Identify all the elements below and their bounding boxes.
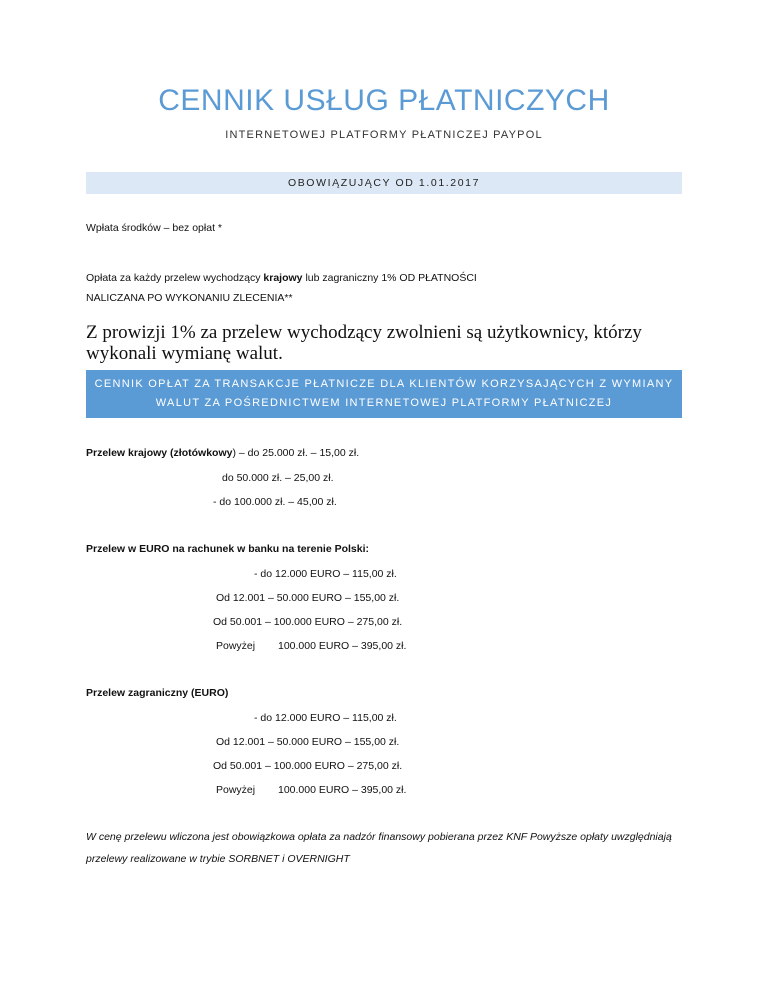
footer-note: W cenę przelewu wliczona jest obowiązkowa opłata za nadzór finansowy pobierana przez KNF Powyższe opłaty uwzględniają przelewy realizowane w trybie SORBNET i OVERNIGHT [86,831,672,865]
euro-foreign-above-label: Powyżej [216,784,256,796]
effective-date-bar: OBOWIĄZUJĄCY OD 1.01.2017 [86,172,682,194]
page-title: CENNIK USŁUG PŁATNICZYCH [158,84,610,117]
transfer-fee-line [86,272,477,284]
domestic-tier-2: - do 100.000 zł. – 45,00 zł. [213,496,337,508]
euro-foreign-tier-1: - do 12.000 EURO – 115,00 zł. [254,712,397,724]
page-subtitle: INTERNETOWEJ PLATFORMY PŁATNICZEJ PAYPOL [225,129,543,141]
transfer-fee-suffix: lub zagraniczny 1% OD PŁATNOŚCI [302,272,477,284]
domestic-heading-bold: Przelew krajowy (złotówkowy [86,447,233,459]
transfer-fee-bold: krajowy [263,272,303,284]
euro-poland-tier-3: Od 50.001 – 100.000 EURO – 275,00 zł. [213,616,403,628]
pricing-banner [86,370,682,418]
euro-poland-tier-1: - do 12.000 EURO – 115,00 zł. [254,568,397,580]
euro-foreign-tier-2: Od 12.001 – 50.000 EURO – 155,00 zł. [216,736,400,748]
euro-foreign-heading: Przelew zagraniczny (EURO) [86,687,229,699]
domestic-tier-1: do 50.000 zł. – 25,00 zł. [222,472,334,484]
banner-line-2: WALUT ZA POŚREDNICTWEM INTERNETOWEJ PLATFORMY PŁATNICZEJ [155,397,613,409]
euro-foreign-above-value: 100.000 EURO – 395,00 zł. [278,784,407,796]
euro-foreign-tier-3: Od 50.001 – 100.000 EURO – 275,00 zł. [213,760,403,772]
banner-line-1: CENNIK OPŁAT ZA TRANSAKCJE PŁATNICZE DLA KLIENTÓW KORZYSAJĄCYCH Z WYMIANY [94,378,674,390]
domestic-heading [86,447,359,459]
exemption-note: Z prowizji 1% za przelew wychodzący zwolnieni są użytkownicy, którzy wykonali wymianę walut. [86,322,642,364]
domestic-heading-rest: ) – do 25.000 zł. – 15,00 zł. [232,447,360,459]
deposit-fee-line: Wpłata środków – bez opłat * [86,222,222,234]
euro-poland-above-label: Powyżej [216,640,256,652]
transfer-fee-prefix: Opłata za każdy przelew wychodzący [86,272,264,284]
euro-poland-above-value: 100.000 EURO – 395,00 zł. [278,640,407,652]
transfer-fee-line2: NALICZANA PO WYKONANIU ZLECENIA** [86,292,293,304]
euro-poland-tier-2: Od 12.001 – 50.000 EURO – 155,00 zł. [216,592,400,604]
euro-poland-heading: Przelew w EURO na rachunek w banku na terenie Polski: [86,543,370,555]
